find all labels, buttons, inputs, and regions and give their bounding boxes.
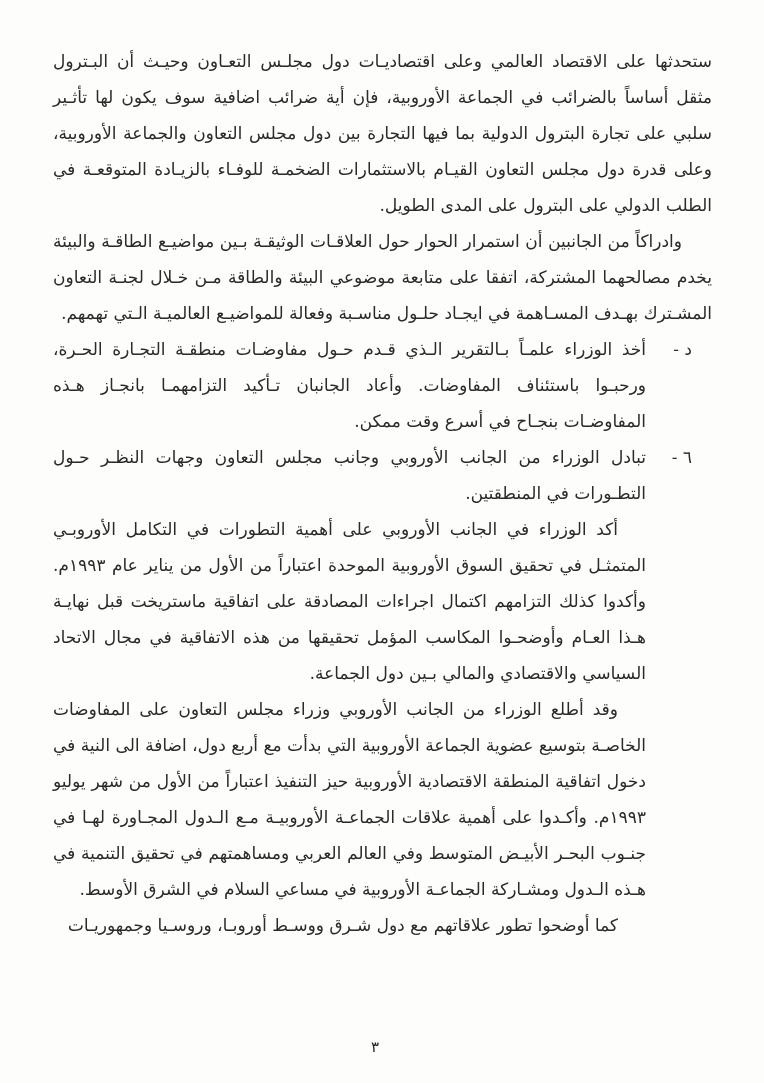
paragraph-eu-enlargement-relations: وقد أطلع الوزراء من الجانب الأوروبي وزراء مجلس التعاون على المفاوضات الخاصـة بتوسيع عضوية الجماعة الأوروبية التي بدأت مع أربع دول، اضافة الى النية في دخول اتفاقية المنطقة الاقتصادية الأوروبية حيز التنفيذ اعتباراً من الأول من شهر يوليو ١٩٩٣م. وأكـدوا على أهمية علاقات الجماعـة الأوروبيـة مـع الـدول المجـاورة لهـا في جنـوب البحـر الأبيـض المتوسط وفي العالم العربي ومساهمتهم في تحقيق التنمية في هـذه الـدول ومشـاركة الجماعـة الأوروبية في مساعي السلام في الشرق الأوسط. xyxy=(53,700,646,900)
list-marker-dal: د - xyxy=(673,340,692,360)
paragraph-energy-environment-dialogue: وادراكاً من الجانبين أن استمرار الحوار حول العلاقـات الوثيقـة بـين مواضيـع الطاقـة والبيئة يخدم مصالحهما المشتركة، اتفقا على متابعة موضوعي البيئة والطاقة مـن خـلال لجنـة التعاون المشـترك بهـدف المسـاهمة في ايجـاد حلـول مناسـبة وفعالة للمواضيـع العالميـة الـتي تهمهم. xyxy=(53,232,712,324)
list-item-dal xyxy=(53,332,712,440)
paragraph-oil-economy-continuation: ستحدثها على الاقتصاد العالمي وعلى اقتصاديـات دول مجلـس التعـاون وحيـث أن البـترول مثقل أساساً بالضرائب في الجماعة الأوروبية، فإن أية ضرائب اضافية سوف يكون لها تأثـير سلبي على تجارة البترول الدولية بما فيها التجارة بين دول مجلس التعاون والجماعة الأوروبية، وعلى قدرة دول مجلس التعاون القيـام بالاستثمارات الضخمـة للوفـاء بالزيـادة المتوقعـة في الطلب الدولي على البترول على المدى الطويل. xyxy=(53,52,712,216)
paragraph-european-integration: أكد الوزراء في الجانب الأوروبي على أهمية التطورات في التكامل الأوروبـي المتمثـل في تحقيق السوق الأوروبية الموحدة اعتباراً من الأول من يناير عام ١٩٩٣م. وأكدوا كذلك التزامهم اكتمال اجراءات المصادقة على اتفاقية ماستريخت قبل نهايـة هـذا العـام وأوضحـوا المكاسب المؤمل تحقيقها من هذه الاتفاقية في مجال الاتحاد السياسي والاقتصادي والمالي بـين دول الجماعة. xyxy=(53,520,646,684)
text-block xyxy=(53,44,712,944)
list-item-dal-text: أخذ الوزراء علمـاً بـالتقرير الـذي قـدم حـول مفاوضـات منطقـة التجـارة الحـرة، ورحبـوا باستئناف المفاوضات. وأعاد الجانبان تـأكيد التزامهمـا بانجـاز هـذه المفاوضـات بنجـاح في أسرع وقت ممكن. xyxy=(53,340,646,432)
page-number: ٣ xyxy=(370,1038,380,1056)
list-item-six xyxy=(53,440,712,512)
list-marker-six: ٦ - xyxy=(671,448,692,468)
paragraph-eastern-europe-relations: كما أوضحوا تطور علاقاتهم مع دول شـرق ووسـط أوروبـا، وروسـيا وجمهوريـات xyxy=(67,916,618,936)
list-item-six-text: تبادل الوزراء من الجانب الأوروبي وجانب مجلس التعاون وجهات النظـر حـول التطـورات في المنطقتين. xyxy=(53,448,646,504)
